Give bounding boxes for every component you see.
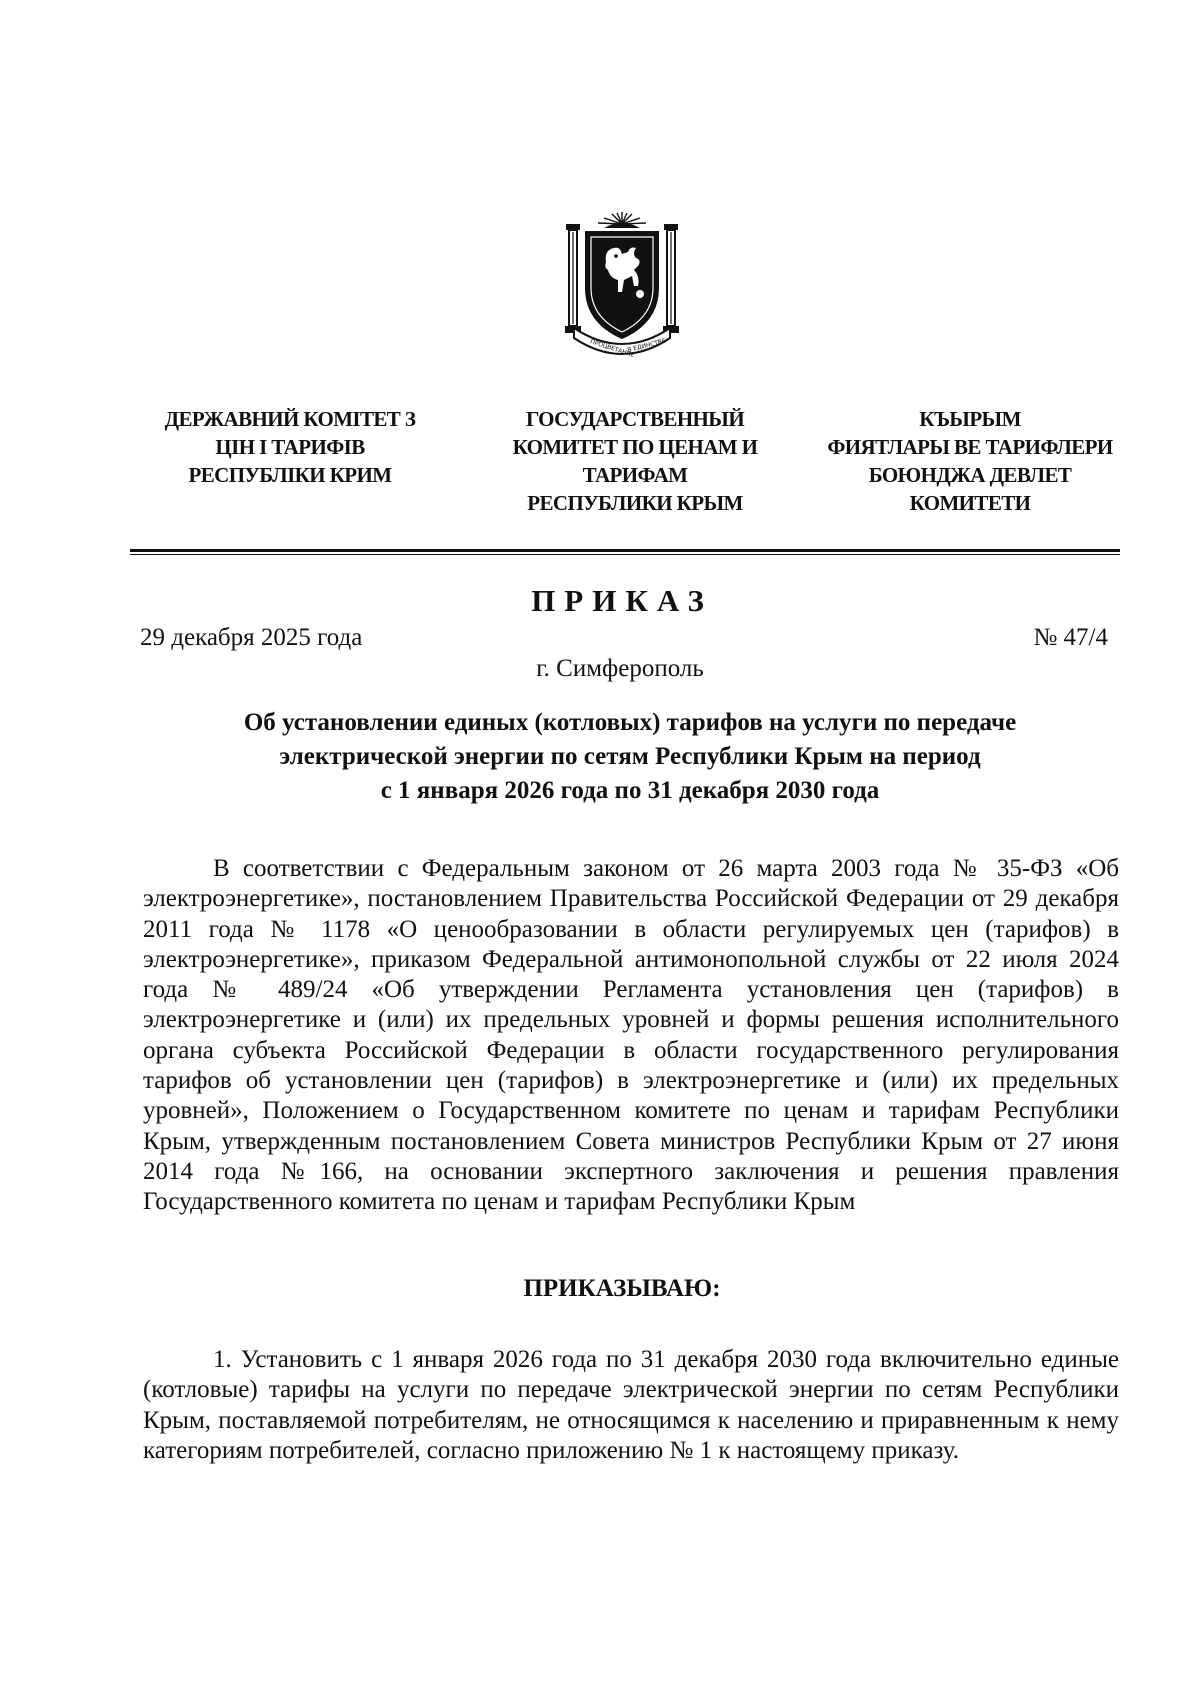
order-date: 29 декабря 2025 года	[140, 624, 363, 651]
coat-of-arms-emblem	[560, 210, 684, 360]
order-number: № 47/4	[1033, 624, 1108, 651]
header-columns	[130, 405, 1120, 525]
order-title: ПРИКАЗ	[531, 583, 713, 618]
order-subject: Об установлении единых (котловых) тарифов на услуги по передаче электрической энергии по сетям Республики Крым на период с 1 января 2026 года по 31 декабря 2030 года	[243, 709, 1017, 804]
command-heading: ПРИКАЗЫВАЮ:	[523, 1275, 721, 1302]
order-items	[143, 1345, 1119, 1466]
svg-text:ПРОЦВЕТАНИЕ: ПРОЦВЕТАНИЕ	[589, 338, 636, 360]
header-ukrainian: ДЕРЖАВНИЙ КОМІТЕТ З ЦІН І ТАРИФІВ РЕСПУБЛІКИ КРИМ	[164, 407, 416, 487]
order-item-1: 1. Установить с 1 января 2026 года по 31 декабря 2030 года включительно единые (котловые) тарифы на услуги по передаче электрической энергии по сетям Республики Крым, поставляемой потребителям, не относящимся к населению и приравненным к нему категориям потребителей, согласно приложению № 1 к настоящему приказу.	[143, 1346, 1119, 1464]
header-russian: ГОСУДАРСТВЕННЫЙ КОМИТЕТ ПО ЦЕНАМ И ТАРИФАМ РЕСПУБЛИКИ КРЫМ	[512, 407, 758, 515]
header-crimean-tatar: КЪЫРЫМ ФИЯТЛАРЫ ВЕ ТАРИФЛЕРИ БОЮНДЖА ДЕВЛЕТ КОМИТЕТИ	[827, 407, 1113, 515]
header-divider-thin	[130, 554, 1120, 555]
preamble-paragraph: В соответствии с Федеральным законом от 26 марта 2003 года № 35-ФЗ «Об электроэнергетике», постановлением Правительства Российской Федерации от 29 декабря 2011 года № 1178 «О ценообразовании в области регулируемых цен (тарифов) в электроэнергетике», приказом Федеральной антимонопольной службы от 22 июля 2024 года № 489/24 «Об утверждении Регламента установления цен (тарифов) в электроэнергетике и (или) их предельных уровней и формы решения исполнительного органа субъекта Российской Федерации в области государственного регулирования тарифов об установлении цен (тарифов) в электроэнергетике и (или) их предельных уровней», Положением о Государственном комитете по ценам и тарифам Республики Крым, утвержденным постановлением Совета министров Республики Крым от 27 июня 2014 года №166, на основании экспертного заключения и решения правления Государственного комитета по ценам и тарифам Республики Крым	[143, 855, 1119, 1216]
header-divider-thick	[130, 549, 1120, 552]
svg-text:В ЕДИНСТВЕ: В ЕДИНСТВЕ	[626, 337, 667, 354]
order-city: г. Симферополь	[536, 655, 704, 682]
